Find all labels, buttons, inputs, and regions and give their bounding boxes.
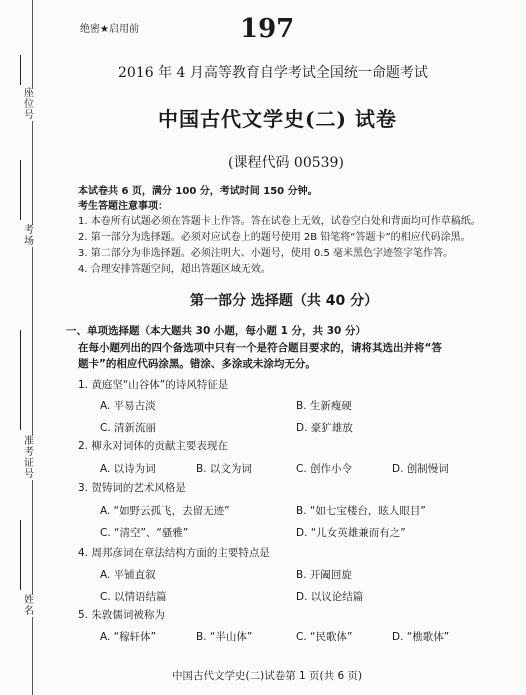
note-4: 4. 合理安排答题空间，超出答题区域无效。	[78, 264, 271, 275]
page-footer: 中国古代文学史(二)试卷第 1 页(共 6 页)	[172, 670, 363, 682]
side-label-room: 考场	[24, 225, 34, 247]
seat-blank	[20, 55, 39, 85]
option-d: D. “儿女英雄兼而有之”	[296, 527, 406, 539]
section-title: 一、单项选择题（本大题共 30 小题，每小题 1 分，共 30 分）	[66, 325, 366, 337]
question-stem: 1. 黄庭坚“山谷体”的诗风特征是	[78, 379, 229, 391]
name-blank	[20, 520, 39, 590]
option-d: D. 豪犷雄放	[296, 422, 353, 434]
option-a: A. 以诗为词	[100, 463, 156, 475]
note-2: 2. 第一部分为选择题。必须对应试卷上的题号使用 2B 铅笔将“答题卡”的相应代码涂黑。	[78, 232, 471, 243]
option-a: A. 平易古淡	[100, 400, 156, 412]
intro-text: 本试卷共 6 页，满分 100 分，考试时间 150 分钟。	[78, 186, 318, 197]
question-stem: 4. 周邦彦词在章法结构方面的主要特点是	[78, 547, 270, 559]
part-title: 第一部分 选择题（共 40 分）	[190, 293, 379, 309]
side-label-id: 准考证号	[24, 436, 34, 480]
option-b: B. 开阖回旋	[296, 569, 352, 581]
side-label-name: 姓名	[24, 595, 34, 617]
id-blank	[20, 330, 39, 430]
option-d: D. 以议论结篇	[296, 591, 364, 603]
section-instruction-1: 在每小题列出的四个备选项中只有一个是符合题目要求的，请将其选出并将“答	[78, 342, 442, 354]
page-number: 197	[240, 14, 295, 44]
option-b: B. 生新瘦硬	[296, 400, 352, 412]
question-stem: 2. 柳永对词体的贡献主要表现在	[78, 440, 228, 452]
question-stem: 3. 贺铸词的艺术风格是	[78, 482, 186, 494]
option-c: C. 清新流丽	[100, 422, 157, 434]
option-c: C. 创作小令	[296, 463, 353, 475]
section-instruction-2: 题卡”的相应代码涂黑。错涂、多涂或未涂均无分。	[78, 358, 316, 370]
option-a: A. 平铺直叙	[100, 569, 156, 581]
option-a: A. “稼轩体”	[100, 631, 157, 643]
question-stem: 5. 朱敦儒词被称为	[78, 609, 165, 621]
option-c: C. “民歌体”	[296, 631, 353, 643]
option-a: A. “如野云孤飞，去留无迹”	[100, 505, 230, 517]
course-code: (课程代码 00539)	[228, 155, 344, 171]
option-b: B. “如七宝楼台，眩人眼目”	[296, 505, 426, 517]
note-1: 1. 本卷所有试题必须在答题卡上作答。答在试卷上无效，试卷空白处和背面均可作草稿纸。	[78, 216, 481, 227]
secret-label: 绝密★启用前	[80, 24, 139, 35]
option-d: D. 创制慢词	[392, 463, 449, 475]
page-title: 中国古代文学史(二) 试卷	[158, 107, 397, 131]
option-c: C. “清空”、“骚雅”	[100, 527, 189, 539]
side-label-seat: 座位号	[24, 88, 34, 121]
option-d: D. “樵歌体”	[392, 631, 450, 643]
exam-header: 2016 年 4 月高等教育自学考试全国统一命题考试	[118, 65, 428, 81]
option-b: B. 以文为词	[196, 463, 252, 475]
note-3: 3. 第二部分为非选择题。必须注明大、小题号，使用 0.5 毫米黑色字迹签字笔作答。	[78, 248, 453, 259]
notes-title: 考生答题注意事项：	[78, 201, 168, 212]
option-c: C. 以情语结篇	[100, 591, 167, 603]
exam-room-blank	[20, 160, 39, 220]
option-b: B. “半山体”	[196, 631, 253, 643]
